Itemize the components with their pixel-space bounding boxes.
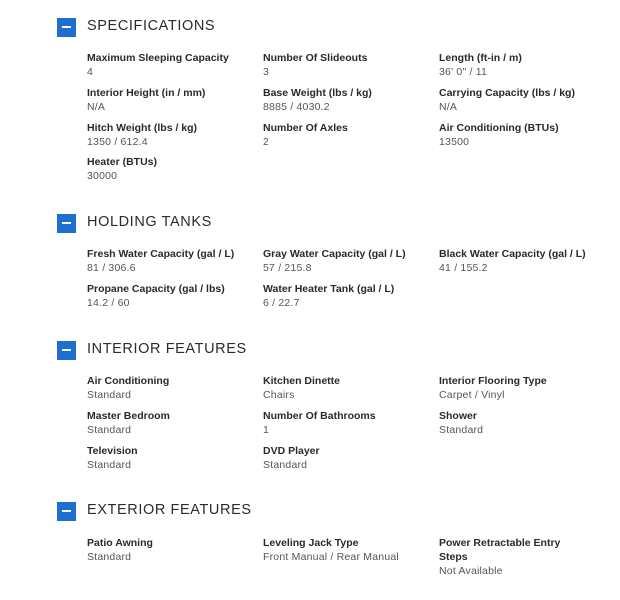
spec-label: DVD Player bbox=[263, 445, 320, 457]
spec-value: 57 / 215.8 bbox=[263, 262, 312, 274]
spec-value: Carpet / Vinyl bbox=[439, 389, 505, 401]
spec-label: Gray Water Capacity (gal / L) bbox=[263, 248, 406, 260]
spec-label: Patio Awning bbox=[87, 537, 153, 549]
spec-item bbox=[439, 86, 609, 114]
spec-item bbox=[263, 121, 433, 149]
spec-item bbox=[87, 121, 257, 149]
spec-label: Interior Flooring Type bbox=[439, 375, 547, 387]
spec-item bbox=[263, 444, 433, 472]
spec-item bbox=[87, 374, 257, 402]
spec-item bbox=[439, 121, 609, 149]
spec-item bbox=[439, 247, 609, 275]
spec-item bbox=[263, 536, 433, 564]
collapse-toggle-button[interactable] bbox=[57, 502, 76, 521]
spec-label: Fresh Water Capacity (gal / L) bbox=[87, 248, 235, 260]
section-header bbox=[57, 213, 212, 233]
section-title: SPECIFICATIONS bbox=[87, 18, 216, 34]
spec-value: 36' 0" / 11 bbox=[439, 66, 488, 78]
spec-label: Air Conditioning (BTUs) bbox=[439, 122, 559, 134]
spec-item bbox=[439, 51, 609, 79]
spec-value: 8885 / 4030.2 bbox=[263, 101, 330, 113]
section-header bbox=[57, 340, 247, 360]
spec-value: N/A bbox=[87, 101, 106, 113]
collapse-toggle-button[interactable] bbox=[57, 341, 76, 360]
spec-label: Base Weight (lbs / kg) bbox=[263, 87, 372, 99]
spec-item bbox=[87, 86, 257, 114]
spec-item bbox=[263, 247, 433, 275]
spec-label: Master Bedroom bbox=[87, 410, 170, 422]
spec-item bbox=[87, 444, 257, 472]
spec-value: 4 bbox=[87, 66, 94, 78]
section-header bbox=[57, 17, 216, 37]
spec-label: Leveling Jack Type bbox=[263, 537, 359, 549]
spec-item bbox=[87, 247, 257, 275]
spec-value: 13500 bbox=[439, 136, 470, 148]
spec-value: 6 / 22.7 bbox=[263, 297, 300, 309]
spec-label: Length (ft-in / m) bbox=[439, 52, 522, 64]
minus-icon bbox=[62, 510, 71, 512]
spec-item bbox=[87, 51, 257, 79]
spec-item bbox=[87, 536, 257, 564]
section-header bbox=[57, 501, 252, 521]
minus-icon bbox=[62, 222, 71, 224]
minus-icon bbox=[62, 349, 71, 351]
spec-item bbox=[87, 282, 257, 310]
spec-value: 41 / 155.2 bbox=[439, 262, 488, 274]
spec-label: Kitchen Dinette bbox=[263, 375, 341, 387]
spec-label: Air Conditioning bbox=[87, 375, 170, 387]
spec-label: Number Of Slideouts bbox=[263, 52, 368, 64]
spec-value: Standard bbox=[87, 389, 132, 401]
spec-label: Carrying Capacity (lbs / kg) bbox=[439, 87, 575, 99]
section-title: EXTERIOR FEATURES bbox=[87, 502, 252, 518]
spec-value: Chairs bbox=[263, 389, 295, 401]
collapse-toggle-button[interactable] bbox=[57, 214, 76, 233]
spec-label: Propane Capacity (gal / lbs) bbox=[87, 283, 225, 295]
spec-value: Standard bbox=[87, 424, 132, 436]
spec-item bbox=[263, 86, 433, 114]
spec-value: Standard bbox=[87, 551, 132, 563]
spec-item bbox=[87, 409, 257, 437]
spec-label: Hitch Weight (lbs / kg) bbox=[87, 122, 198, 134]
spec-item bbox=[87, 155, 257, 183]
spec-value: 81 / 306.6 bbox=[87, 262, 136, 274]
spec-item bbox=[263, 409, 433, 437]
spec-item bbox=[263, 282, 433, 310]
collapse-toggle-button[interactable] bbox=[57, 18, 76, 37]
spec-label: Maximum Sleeping Capacity bbox=[87, 52, 229, 64]
spec-item bbox=[263, 51, 433, 79]
spec-label: Shower bbox=[439, 410, 477, 422]
spec-item bbox=[263, 374, 433, 402]
minus-icon bbox=[62, 26, 71, 28]
spec-value: 3 bbox=[263, 66, 270, 78]
spec-value: 1 bbox=[263, 424, 270, 436]
spec-value: Standard bbox=[87, 459, 132, 471]
spec-label: Heater (BTUs) bbox=[87, 156, 158, 168]
spec-label: Number Of Bathrooms bbox=[263, 410, 376, 422]
spec-item bbox=[439, 536, 579, 578]
spec-value: Standard bbox=[439, 424, 484, 436]
spec-label: Number Of Axles bbox=[263, 122, 348, 134]
spec-value: N/A bbox=[439, 101, 458, 113]
spec-value: Standard bbox=[263, 459, 308, 471]
spec-value: 1350 / 612.4 bbox=[87, 136, 148, 148]
spec-value: 14.2 / 60 bbox=[87, 297, 130, 309]
section-title: HOLDING TANKS bbox=[87, 214, 212, 230]
spec-label: Power Retractable Entry Steps bbox=[439, 537, 561, 563]
spec-value: Not Available bbox=[439, 565, 503, 577]
spec-label: Water Heater Tank (gal / L) bbox=[263, 283, 395, 295]
spec-value: 30000 bbox=[87, 170, 118, 182]
spec-item bbox=[439, 374, 609, 402]
spec-value: Front Manual / Rear Manual bbox=[263, 551, 399, 563]
section-title: INTERIOR FEATURES bbox=[87, 341, 247, 357]
spec-label: Interior Height (in / mm) bbox=[87, 87, 206, 99]
spec-label: Television bbox=[87, 445, 138, 457]
spec-item bbox=[439, 409, 609, 437]
spec-value: 2 bbox=[263, 136, 270, 148]
spec-label: Black Water Capacity (gal / L) bbox=[439, 248, 586, 260]
